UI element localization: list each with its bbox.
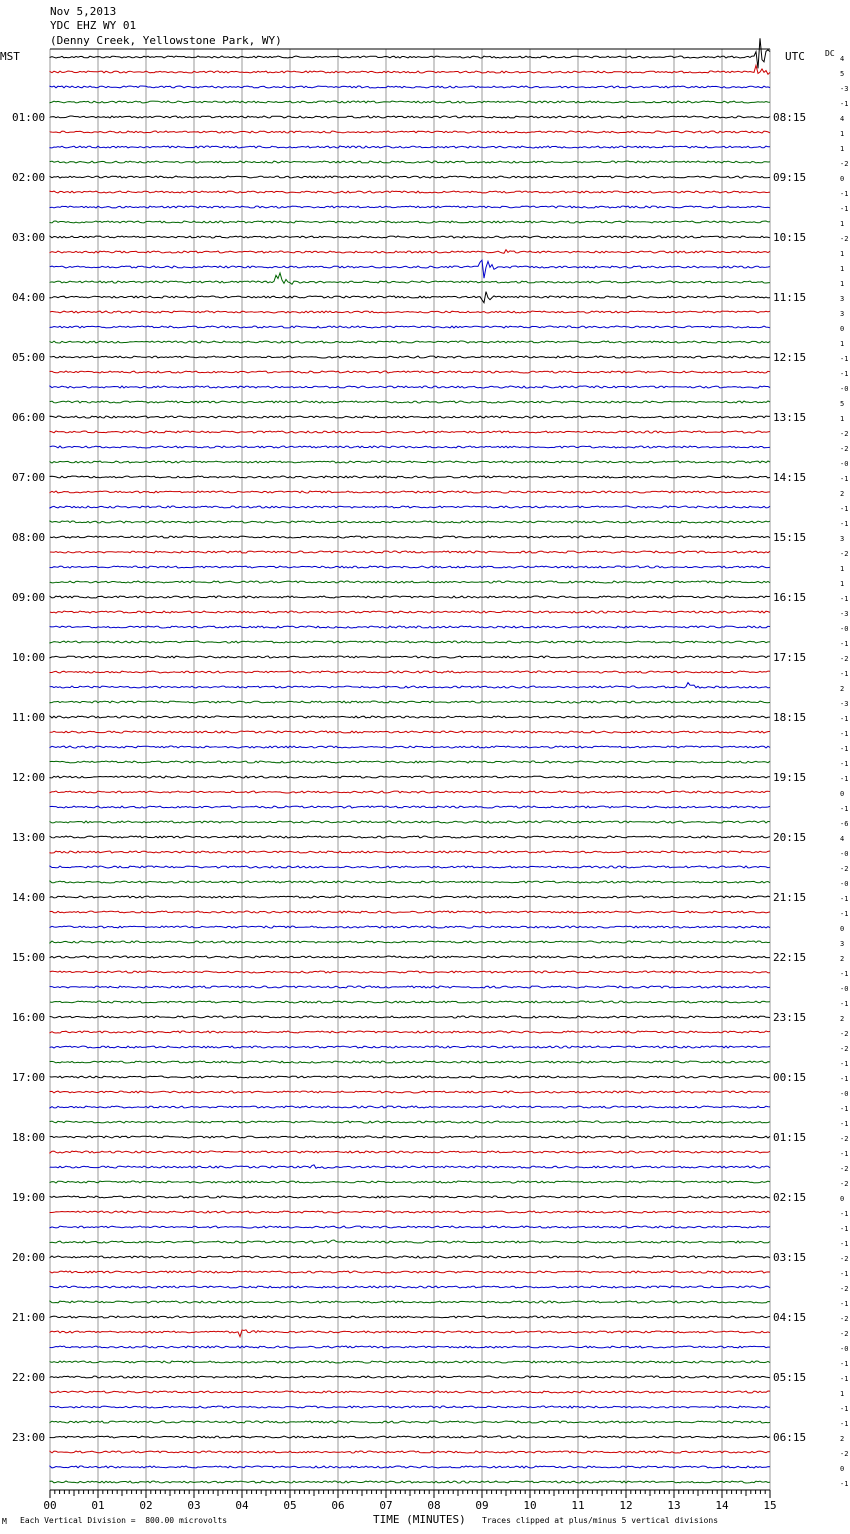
trace-line-3 [50, 101, 770, 103]
dc-offset-label: 4 [840, 115, 845, 123]
dc-offset-label: -2 [840, 1315, 849, 1323]
dc-offset-label: 1 [840, 250, 845, 258]
trace-line-85 [50, 1330, 770, 1337]
dc-offset-label: -1 [840, 1150, 849, 1158]
trace-line-1 [50, 65, 770, 74]
right-hour-label: 06:15 [773, 1431, 807, 1444]
trace-line-11 [50, 221, 770, 223]
dc-offset-label: -1 [840, 475, 849, 483]
x-tick-label: 15 [763, 1499, 777, 1512]
dc-offset-label: -1 [840, 100, 849, 108]
trace-line-49 [50, 791, 770, 793]
dc-offset-label: -0 [840, 985, 849, 993]
dc-offset-label: -1 [840, 730, 849, 738]
right-hour-label: 20:15 [773, 831, 807, 844]
x-tick-label: 00 [43, 1499, 57, 1512]
dc-offset-label: -1 [840, 205, 849, 213]
dc-offset-label: -0 [840, 880, 849, 888]
left-hour-label: 09:00 [12, 591, 46, 604]
dc-offset-label: 1 [840, 415, 845, 423]
trace-line-5 [50, 131, 770, 133]
dc-offset-label: -1 [840, 370, 849, 378]
left-hour-label: 20:00 [12, 1251, 46, 1264]
left-hour-label: 12:00 [12, 771, 46, 784]
left-hour-label: 13:00 [12, 831, 46, 844]
trace-line-43 [50, 701, 770, 703]
left-hour-label: 18:00 [12, 1131, 46, 1144]
dc-offset-label: -1 [840, 355, 849, 363]
right-hour-label: 17:15 [773, 651, 807, 664]
dc-offset-label: -1 [840, 1210, 849, 1218]
dc-offset-label: -2 [840, 1165, 849, 1173]
dc-offset-label: -1 [840, 760, 849, 768]
dc-offset-label: 1 [840, 280, 845, 288]
dc-offset-label: -1 [840, 1375, 849, 1383]
dc-offset-label: -1 [840, 190, 849, 198]
dc-offset-label: -1 [840, 1420, 849, 1428]
dc-offset-label: -1 [840, 1120, 849, 1128]
trace-line-35 [50, 581, 770, 583]
dc-offset-label: -2 [840, 1255, 849, 1263]
dc-offset-label: 0 [840, 325, 845, 333]
dc-offset-label: -3 [840, 85, 849, 93]
trace-line-25 [50, 431, 770, 433]
dc-offset-label: 1 [840, 340, 845, 348]
trace-line-94 [50, 1466, 770, 1468]
trace-line-67 [50, 1061, 770, 1063]
dc-offset-label: -2 [840, 1180, 849, 1188]
dc-offset-label: -0 [840, 850, 849, 858]
x-tick-label: 10 [523, 1499, 537, 1512]
trace-line-91 [50, 1421, 770, 1423]
dc-offset-label: 4 [840, 55, 845, 63]
trace-line-39 [50, 641, 770, 643]
station-location: (Denny Creek, Yellowstone Park, WY) [50, 34, 282, 47]
dc-offset-label: -2 [840, 160, 849, 168]
dc-offset-label: -1 [840, 520, 849, 528]
trace-line-87 [50, 1361, 770, 1363]
trace-line-30 [50, 506, 770, 508]
dc-offset-label: -1 [840, 1225, 849, 1233]
left-hour-label: 06:00 [12, 411, 46, 424]
left-hour-label: 17:00 [12, 1071, 46, 1084]
left-hour-label: 03:00 [12, 231, 46, 244]
dc-offset-label: -2 [840, 550, 849, 558]
dc-offset-label: -3 [840, 700, 849, 708]
left-hour-label: 15:00 [12, 951, 46, 964]
right-hour-label: 12:15 [773, 351, 807, 364]
x-tick-label: 05 [283, 1499, 297, 1512]
trace-line-21 [50, 371, 770, 373]
dc-offset-label: 1 [840, 265, 845, 273]
trace-line-60 [50, 956, 770, 958]
trace-line-31 [50, 521, 770, 523]
dc-offset-label: 3 [840, 535, 845, 543]
dc-offset-label: -0 [840, 625, 849, 633]
trace-line-4 [50, 116, 770, 118]
right-hour-label: 16:15 [773, 591, 807, 604]
trace-line-13 [50, 250, 770, 254]
dc-offset-label: 1 [840, 145, 845, 153]
dc-offset-label: -0 [840, 1345, 849, 1353]
dc-offset-label: -2 [840, 1045, 849, 1053]
dc-offset-label: 1 [840, 1390, 845, 1398]
trace-line-93 [50, 1451, 770, 1453]
dc-offset-label: 2 [840, 955, 845, 963]
right-hour-label: 21:15 [773, 891, 807, 904]
trace-line-16 [50, 292, 770, 303]
dc-offset-label: -2 [840, 445, 849, 453]
dc-offset-label: -1 [840, 1405, 849, 1413]
dc-offset-label: 2 [840, 490, 845, 498]
trace-line-0 [50, 38, 770, 68]
x-tick-label: 11 [571, 1499, 585, 1512]
dc-offset-label: -0 [840, 385, 849, 393]
trace-line-54 [50, 866, 770, 868]
right-hour-label: 09:15 [773, 171, 807, 184]
trace-line-95 [50, 1481, 770, 1483]
right-hour-label: 00:15 [773, 1071, 807, 1084]
scale-note: Each Vertical Division = 800.00 microvolts [20, 1516, 228, 1525]
trace-line-20 [50, 356, 770, 358]
x-tick-label: 02 [139, 1499, 153, 1512]
trace-line-29 [50, 491, 770, 493]
dc-offset-label: 2 [840, 1435, 845, 1443]
trace-line-86 [50, 1346, 770, 1348]
trace-line-62 [50, 986, 770, 988]
dc-offset-label: 2 [840, 1015, 845, 1023]
dc-offset-label: -1 [840, 970, 849, 978]
trace-line-46 [50, 746, 770, 748]
x-tick-label: 14 [715, 1499, 729, 1512]
dc-offset-label: -2 [840, 865, 849, 873]
trace-line-83 [50, 1301, 770, 1303]
left-hour-label: 02:00 [12, 171, 46, 184]
trace-line-73 [50, 1151, 770, 1153]
x-tick-label: 07 [379, 1499, 393, 1512]
dc-offset-label: -1 [840, 1060, 849, 1068]
trace-line-41 [50, 671, 770, 673]
trace-line-51 [50, 821, 770, 823]
dc-offset-label: 0 [840, 1465, 845, 1473]
trace-line-75 [50, 1181, 770, 1183]
dc-offset-label: 1 [840, 565, 845, 573]
trace-line-42 [50, 683, 770, 689]
dc-offset-label: -1 [840, 910, 849, 918]
dc-offset-label: 3 [840, 295, 845, 303]
left-hour-label: 22:00 [12, 1371, 46, 1384]
dc-offset-label: -1 [840, 715, 849, 723]
trace-line-77 [50, 1211, 770, 1213]
trace-line-6 [50, 146, 770, 148]
trace-line-81 [50, 1271, 770, 1273]
trace-line-63 [50, 1001, 770, 1003]
dc-offset-label: 4 [840, 835, 845, 843]
trace-line-78 [50, 1226, 770, 1228]
right-hour-label: 05:15 [773, 1371, 807, 1384]
dc-offset-label: -1 [840, 805, 849, 813]
trace-line-22 [50, 386, 770, 388]
dc-offset-label: -2 [840, 1450, 849, 1458]
trace-line-90 [50, 1406, 770, 1408]
dc-offset-label: 0 [840, 1195, 845, 1203]
trace-line-24 [50, 416, 770, 418]
x-tick-label: 01 [91, 1499, 105, 1512]
dc-offset-header: DC [825, 49, 835, 58]
dc-offset-label: 5 [840, 70, 845, 78]
dc-offset-label: -1 [840, 670, 849, 678]
trace-line-44 [50, 716, 770, 718]
trace-line-48 [50, 776, 770, 778]
left-hour-label: 10:00 [12, 651, 46, 664]
trace-line-52 [50, 836, 770, 838]
trace-line-57 [50, 911, 770, 913]
right-hour-label: 10:15 [773, 231, 807, 244]
trace-line-61 [50, 971, 770, 973]
x-tick-label: 12 [619, 1499, 633, 1512]
trace-line-38 [50, 626, 770, 628]
dc-offset-label: -2 [840, 1030, 849, 1038]
trace-line-2 [50, 86, 770, 88]
trace-line-28 [50, 476, 770, 478]
left-hour-label: 23:00 [12, 1431, 46, 1444]
trace-line-26 [50, 446, 770, 448]
trace-line-33 [50, 551, 770, 553]
x-tick-label: 13 [667, 1499, 681, 1512]
trace-line-56 [50, 896, 770, 898]
dc-offset-label: 2 [840, 685, 845, 693]
dc-offset-label: 1 [840, 130, 845, 138]
trace-line-14 [50, 260, 770, 278]
trace-line-53 [50, 851, 770, 853]
right-hour-label: 08:15 [773, 111, 807, 124]
x-tick-label: 04 [235, 1499, 249, 1512]
x-tick-label: 09 [475, 1499, 489, 1512]
trace-line-45 [50, 731, 770, 733]
trace-line-58 [50, 926, 770, 928]
trace-line-79 [50, 1240, 770, 1243]
corner-mark: M [2, 1517, 7, 1526]
left-hour-label: 14:00 [12, 891, 46, 904]
trace-line-15 [50, 273, 770, 284]
station-code: YDC EHZ WY 01 [50, 19, 137, 32]
dc-offset-label: 3 [840, 310, 845, 318]
trace-line-34 [50, 566, 770, 568]
right-hour-label: 18:15 [773, 711, 807, 724]
trace-line-12 [50, 236, 770, 238]
dc-offset-label: -0 [840, 460, 849, 468]
right-hour-label: 01:15 [773, 1131, 807, 1144]
dc-offset-label: -2 [840, 1285, 849, 1293]
x-axis-title: TIME (MINUTES) [373, 1513, 466, 1526]
dc-offset-label: 5 [840, 400, 845, 408]
trace-line-92 [50, 1436, 770, 1438]
trace-line-68 [50, 1076, 770, 1078]
trace-line-19 [50, 341, 770, 343]
dc-offset-label: -1 [840, 1300, 849, 1308]
dc-offset-label: -3 [840, 610, 849, 618]
x-tick-label: 06 [331, 1499, 345, 1512]
dc-offset-label: -1 [840, 1480, 849, 1488]
dc-offset-label: 0 [840, 175, 845, 183]
dc-offset-label: -1 [840, 1000, 849, 1008]
dc-offset-label: -2 [840, 655, 849, 663]
trace-line-76 [50, 1196, 770, 1198]
dc-offset-label: 3 [840, 940, 845, 948]
trace-line-47 [50, 761, 770, 763]
right-hour-label: 15:15 [773, 531, 807, 544]
right-hour-label: 22:15 [773, 951, 807, 964]
right-hour-label: 13:15 [773, 411, 807, 424]
dc-offset-label: -1 [840, 640, 849, 648]
trace-line-36 [50, 596, 770, 598]
trace-line-40 [50, 656, 770, 658]
left-hour-label: 21:00 [12, 1311, 46, 1324]
trace-line-70 [50, 1106, 770, 1108]
plot-date: Nov 5,2013 [50, 5, 117, 18]
dc-offset-label: -1 [840, 1240, 849, 1248]
left-hour-label: 19:00 [12, 1191, 46, 1204]
dc-offset-label: 0 [840, 790, 845, 798]
trace-line-66 [50, 1046, 770, 1048]
trace-line-89 [50, 1391, 770, 1393]
right-hour-label: 19:15 [773, 771, 807, 784]
trace-line-8 [50, 176, 770, 178]
trace-line-23 [50, 401, 770, 403]
left-hour-label: 04:00 [12, 291, 46, 304]
dc-offset-label: -1 [840, 1360, 849, 1368]
trace-line-72 [50, 1136, 770, 1138]
trace-line-10 [50, 206, 770, 208]
dc-offset-label: -2 [840, 430, 849, 438]
dc-offset-label: -1 [840, 895, 849, 903]
dc-offset-label: -1 [840, 745, 849, 753]
trace-line-64 [50, 1016, 770, 1018]
trace-line-50 [50, 806, 770, 808]
dc-offset-label: -1 [840, 1270, 849, 1278]
trace-line-80 [50, 1256, 770, 1258]
trace-line-55 [50, 881, 770, 883]
right-hour-label: 14:15 [773, 471, 807, 484]
left-hour-label: 07:00 [12, 471, 46, 484]
trace-line-18 [50, 326, 770, 328]
trace-line-37 [50, 611, 770, 613]
x-tick-label: 08 [427, 1499, 441, 1512]
dc-offset-label: 1 [840, 220, 845, 228]
left-hour-label: 11:00 [12, 711, 46, 724]
dc-offset-label: -1 [840, 1105, 849, 1113]
right-hour-label: 02:15 [773, 1191, 807, 1204]
trace-line-27 [50, 461, 770, 463]
dc-offset-label: -1 [840, 1075, 849, 1083]
left-hour-label: 01:00 [12, 111, 46, 124]
trace-line-71 [50, 1121, 770, 1123]
trace-line-32 [50, 536, 770, 538]
dc-offset-label: -2 [840, 1135, 849, 1143]
trace-line-82 [50, 1286, 770, 1288]
dc-offset-label: -2 [840, 235, 849, 243]
dc-offset-label: -0 [840, 1090, 849, 1098]
trace-line-69 [50, 1091, 770, 1093]
clip-note: Traces clipped at plus/minus 5 vertical divisions [482, 1516, 719, 1525]
left-timezone-label: MST [0, 50, 20, 63]
dc-offset-label: -2 [840, 1330, 849, 1338]
trace-line-7 [50, 161, 770, 163]
trace-line-65 [50, 1031, 770, 1033]
left-hour-label: 08:00 [12, 531, 46, 544]
right-hour-label: 04:15 [773, 1311, 807, 1324]
right-hour-label: 11:15 [773, 291, 807, 304]
dc-offset-label: -1 [840, 505, 849, 513]
x-tick-label: 03 [187, 1499, 201, 1512]
dc-offset-label: -1 [840, 775, 849, 783]
trace-line-88 [50, 1376, 770, 1378]
left-hour-label: 16:00 [12, 1011, 46, 1024]
trace-line-59 [50, 941, 770, 943]
left-hour-label: 05:00 [12, 351, 46, 364]
trace-line-84 [50, 1316, 770, 1318]
trace-line-74 [50, 1165, 770, 1168]
dc-offset-label: -6 [840, 820, 849, 828]
right-hour-label: 23:15 [773, 1011, 807, 1024]
dc-offset-label: 1 [840, 580, 845, 588]
dc-offset-label: 0 [840, 925, 845, 933]
trace-line-17 [50, 311, 770, 313]
right-timezone-label: UTC [785, 50, 805, 63]
dc-offset-label: -1 [840, 595, 849, 603]
right-hour-label: 03:15 [773, 1251, 807, 1264]
trace-line-9 [50, 191, 770, 193]
